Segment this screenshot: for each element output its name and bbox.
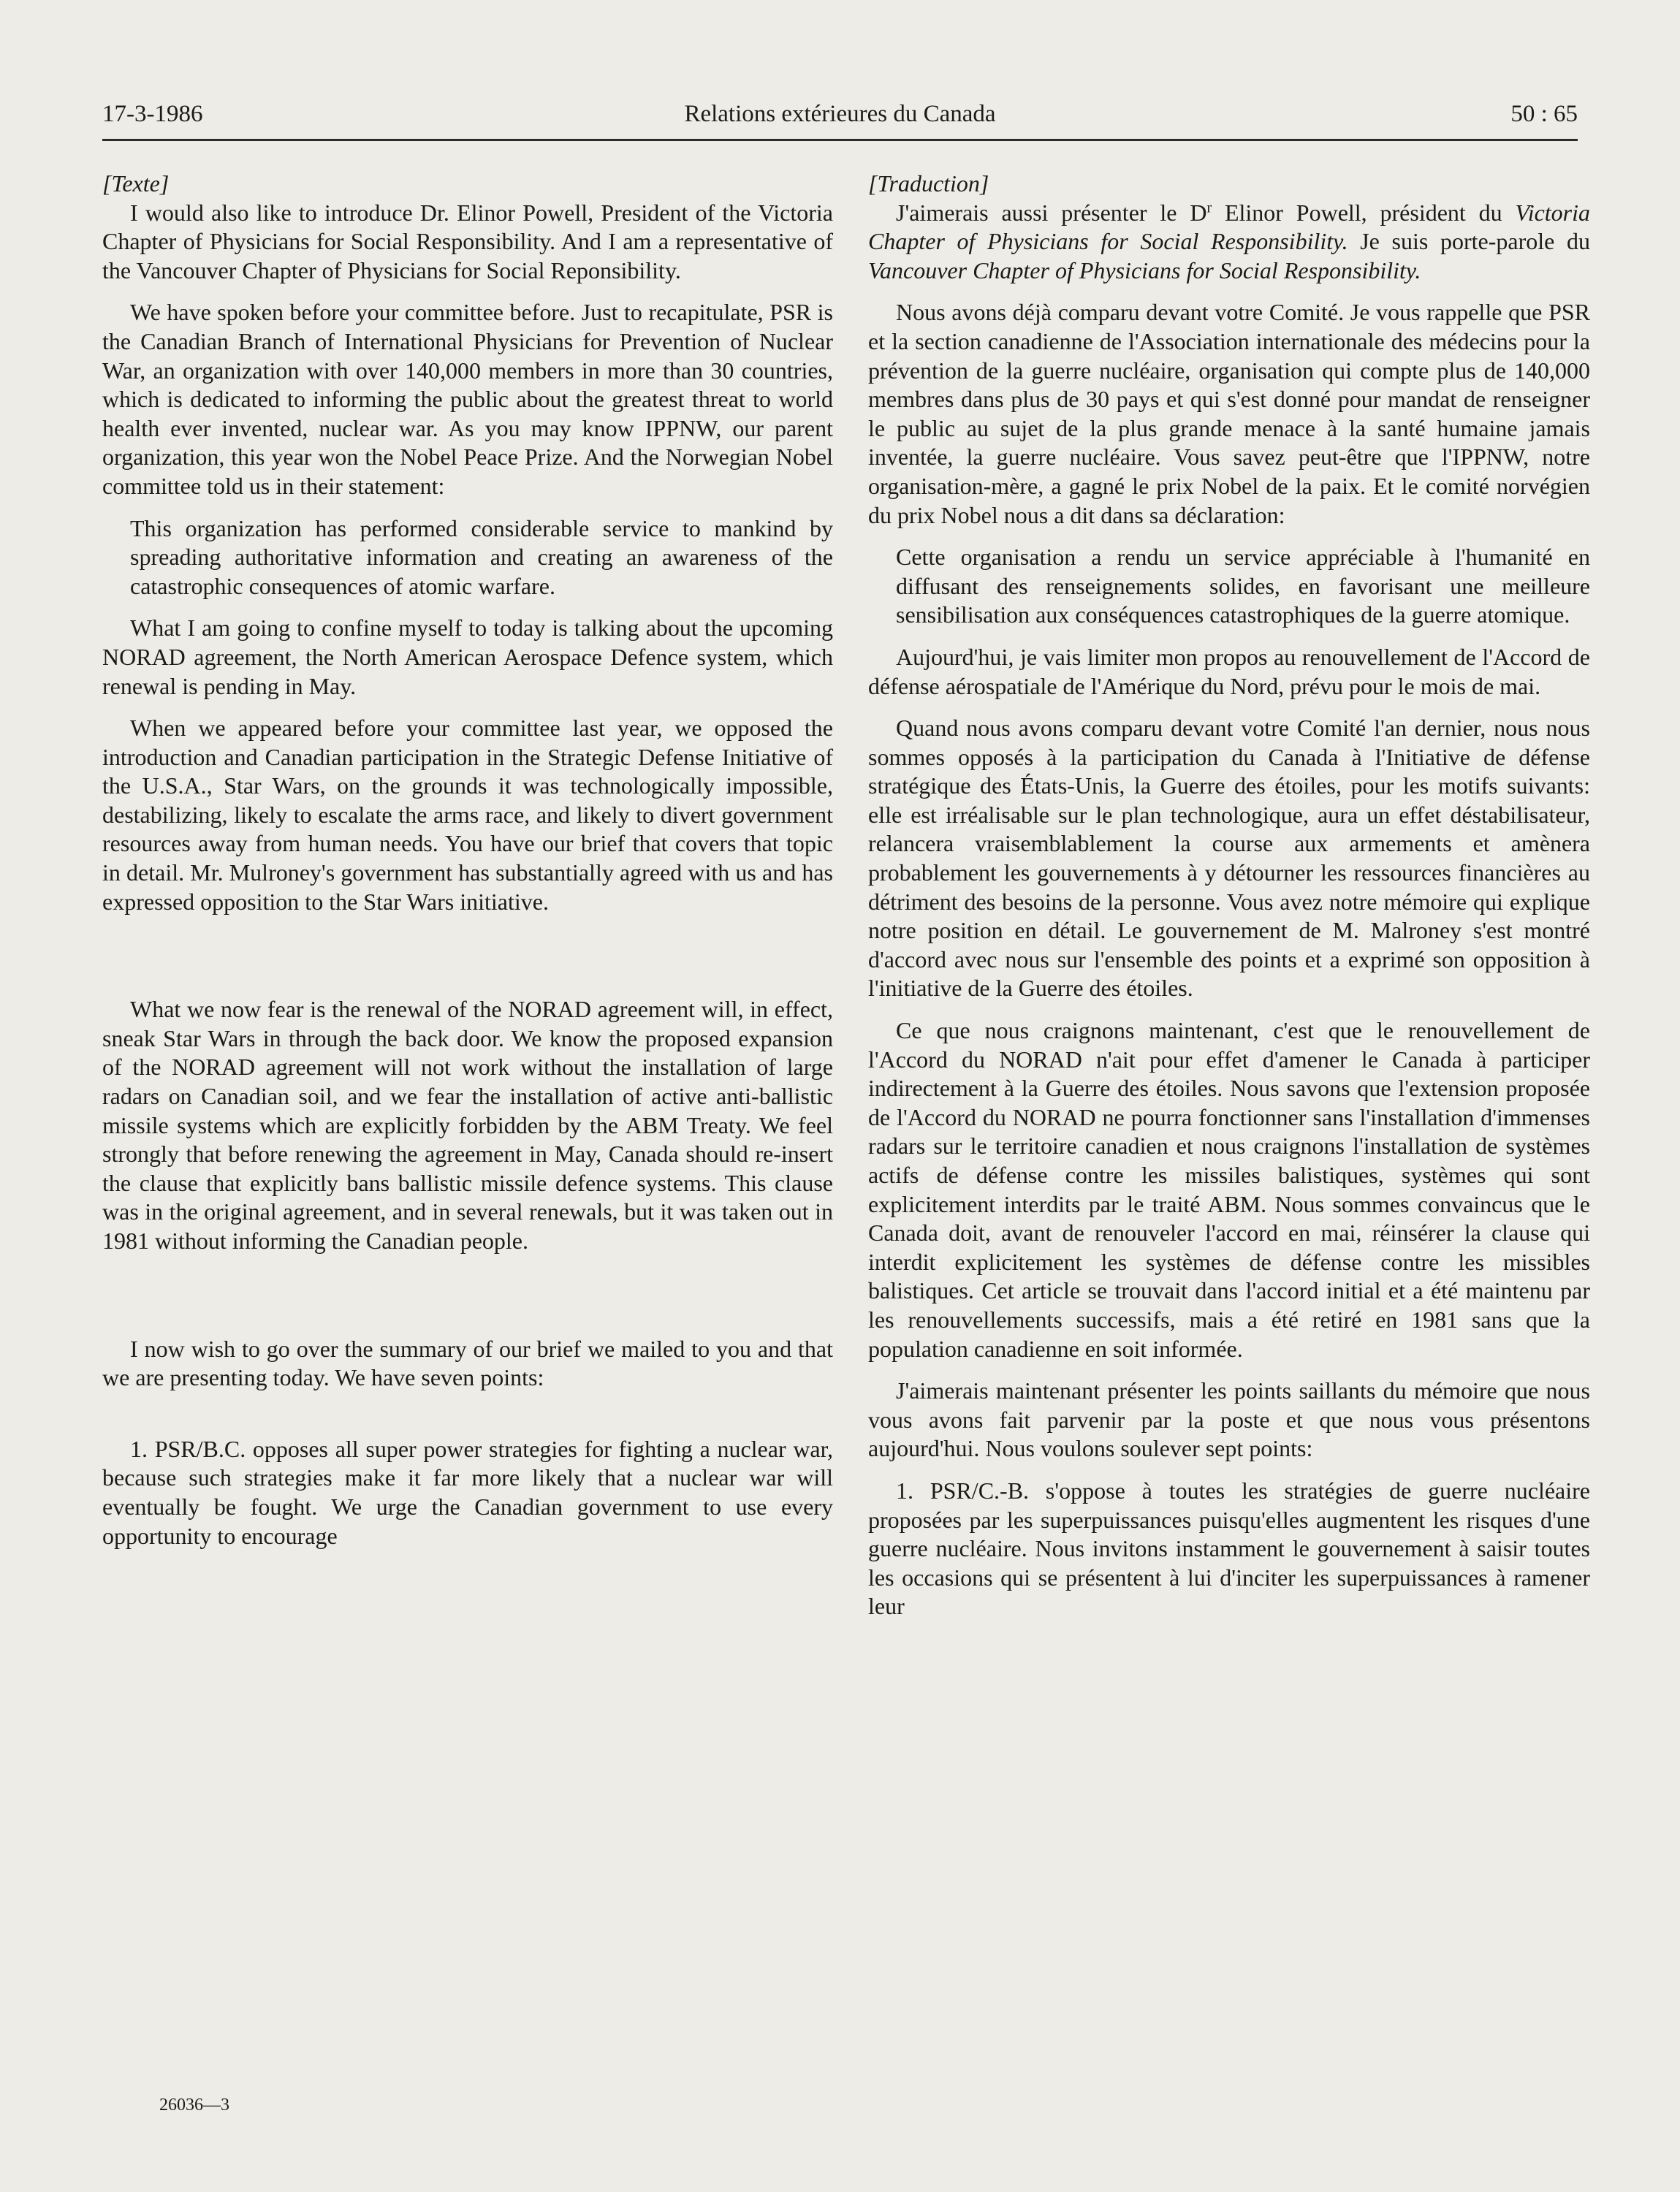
paragraph: 1. PSR/B.C. opposes all super power strategies for fighting a nuclear war, because such strategies make it far more likely that a nuclear war will eventually be fought. We urge the Canadian government to use every opportunity to encourage <box>102 1435 833 1549</box>
paragraph: When we appeared before your committee last year, we opposed the introduction and Canadian participation in the Strategic Defense Initiative of the U.S.A., Star Wars, on the grounds it was technologically impossible, destabilizing, likely to escalate the arms race, and likely to divert government resources away from human needs. You have our brief that covers that topic in detail. Mr. Mulroney's government has substantially agreed with us and has expressed opposition to the Star Wars initiative. <box>102 715 833 915</box>
paragraph: What I am going to confine myself to today is talking about the upcoming NORAD agreement, the North American Aerospace Defence system, which renewal is pending in May. <box>102 614 833 699</box>
paragraph: What we now fear is the renewal of the NORAD agreement will, in effect, sneak Star Wars in through the back door. We know the proposed expansion of the NORAD agreement will not work without the installation of large radars on Canadian soil, and we fear the installation of active anti-ballistic missile systems which are explicitly forbidden by the ABM Treaty. We feel strongly that before renewing the agreement in May, Canada should re-insert the clause that explicitly bans ballistic missile defence systems. This clause was in the original agreement, and in several renewals, but it was taken out in 1981 without informing the Canadian people. <box>102 996 833 1254</box>
paragraph: Ce que nous craignons maintenant, c'est que le renouvellement de l'Accord du NORAD n'ait pour effet d'amener le Canada à participer indirectement à la Guerre des étoiles. Nous savons que l'extension proposée de l'Accord du NORAD ne pourra fonctionner sans l'installation d'immenses radars sur le territoire canadien et nous craignons l'installation de systèmes actifs de défense contre les missiles balistiques, systèmes qui sont explicitement interdits par le traité ABM. Nous sommes convaincus que le Canada doit, avant de renouveler l'accord en mai, réinsérer la clause qui interdit explicitement les systèmes de défense contre les missibles balistiques. Cet article se trouvait dans l'accord initial et a été maintenu par les renouvellements successifs, mais a été retiré en 1981 sans que la population canadienne en soit informée. <box>868 1017 1590 1362</box>
paragraph: 1. PSR/C.-B. s'oppose à toutes les stratégies de guerre nucléaire proposées par les superpuissances puisqu'elles augmentent les risques d'une guerre nucléaire. Nous invitons instamment le gouvernement à saisir toutes les occasions qui se présentent à lui d'inciter les superpuissances à ramener leur <box>868 1477 1590 1620</box>
printer-code: 26036—3 <box>159 2096 229 2115</box>
paragraph: I would also like to introduce Dr. Elinor Powell, President of the Victoria Chapter of Physicians for Social Responsibility. And I am a representative of the Vancouver Chapter of Physicians for Social Reponsibility. <box>102 199 833 283</box>
paragraph: J'aimerais aussi présenter le $D^r$ Elinor Powell, président du Victoria Chapter of Physicians for Social Responsibility. Je suis porte-parole du Vancouver Chapter of Physicians for Social Responsibility. <box>868 199 1591 283</box>
paragraph: We have spoken before your committee before. Just to recapitulate, PSR is the Canadian Branch of International Physicians for Prevention of Nuclear War, an organization with over 140,000 members in more than 30 countries, which is dedicated to informing the public about the greatest threat to world health ever invented, nuclear war. As you may know IPPNW, our parent organization, this year won the Nobel Peace Prize. And the Norwegian Nobel committee told us in their statement: <box>102 299 833 499</box>
running-header <box>102 101 1578 139</box>
french-column <box>868 170 1590 1621</box>
paragraph: I now wish to go over the summary of our brief we mailed to you and that we are presenting today. We have seven points: <box>102 1335 833 1391</box>
block-quote: This organization has performed considerable service to mankind by spreading authoritative information and creating an awareness of the catastrophic consequences of atomic warfare. <box>130 514 833 599</box>
paragraph: Nous avons déjà comparu devant votre Comité. Je vous rappelle que PSR et la section canadienne de l'Association internationale des médecins pour la prévention de la guerre nucléaire, organisation qui compte plus de 140,000 membres dans plus de 30 pays et qui s'est donné pour mandat de renseigner le public au sujet de la plus grande menace à la santé humaine jamais inventée, la guerre nucléaire. Vous savez peut-être que l'IPPNW, notre organisation-mère, a gagné le prix Nobel de la paix. Et le comité norvégien du prix Nobel nous a dit dans sa déclaration: <box>868 299 1590 528</box>
header-title: Relations extérieures du Canada <box>684 101 996 127</box>
header-date: 17-3-1986 <box>102 101 203 127</box>
paragraph: J'aimerais maintenant présenter les points saillants du mémoire que nous vous avons fait parvenir par la poste et que nous vous présentons aujourd'hui. Nous voulons soulever sept points: <box>868 1377 1590 1462</box>
header-rule <box>102 139 1578 141</box>
header-page-number: 50 : 65 <box>1510 101 1578 127</box>
paragraph: Aujourd'hui, je vais limiter mon propos au renouvellement de l'Accord de défense aérospatiale de l'Amérique du Nord, prévu pour le mois de mai. <box>868 643 1590 699</box>
paragraph: Quand nous avons comparu devant votre Comité l'an dernier, nous nous sommes opposés à la participation du Canada à l'Initiative de défense stratégique des États-Unis, la Guerre des étoiles, pour les motifs suivants: elle est irréalisable sur le plan technologique, aura un effet déstabilisateur, relancera vraisemblablement la course aux armements et amènera probablement les gouvernements à y détourner les ressources financières au détriment des besoins de la personne. Vous avez notre mémoire qui explique notre position en détail. Le gouvernement de M. Malroney s'est montré d'accord avec nous sur l'ensemble des points et a exprimé son opposition à l'initiative de la Guerre des étoiles. <box>868 715 1590 1002</box>
english-column <box>102 170 833 1550</box>
text-tag: [Texte] <box>102 170 170 197</box>
translation-tag: [Traduction] <box>868 170 989 197</box>
block-quote: Cette organisation a rendu un service appréciable à l'humanité en diffusant des renseignements solides, en favorisant une meilleure sensibilisation aux conséquences catastrophiques de la guerre atomique. <box>896 544 1590 628</box>
